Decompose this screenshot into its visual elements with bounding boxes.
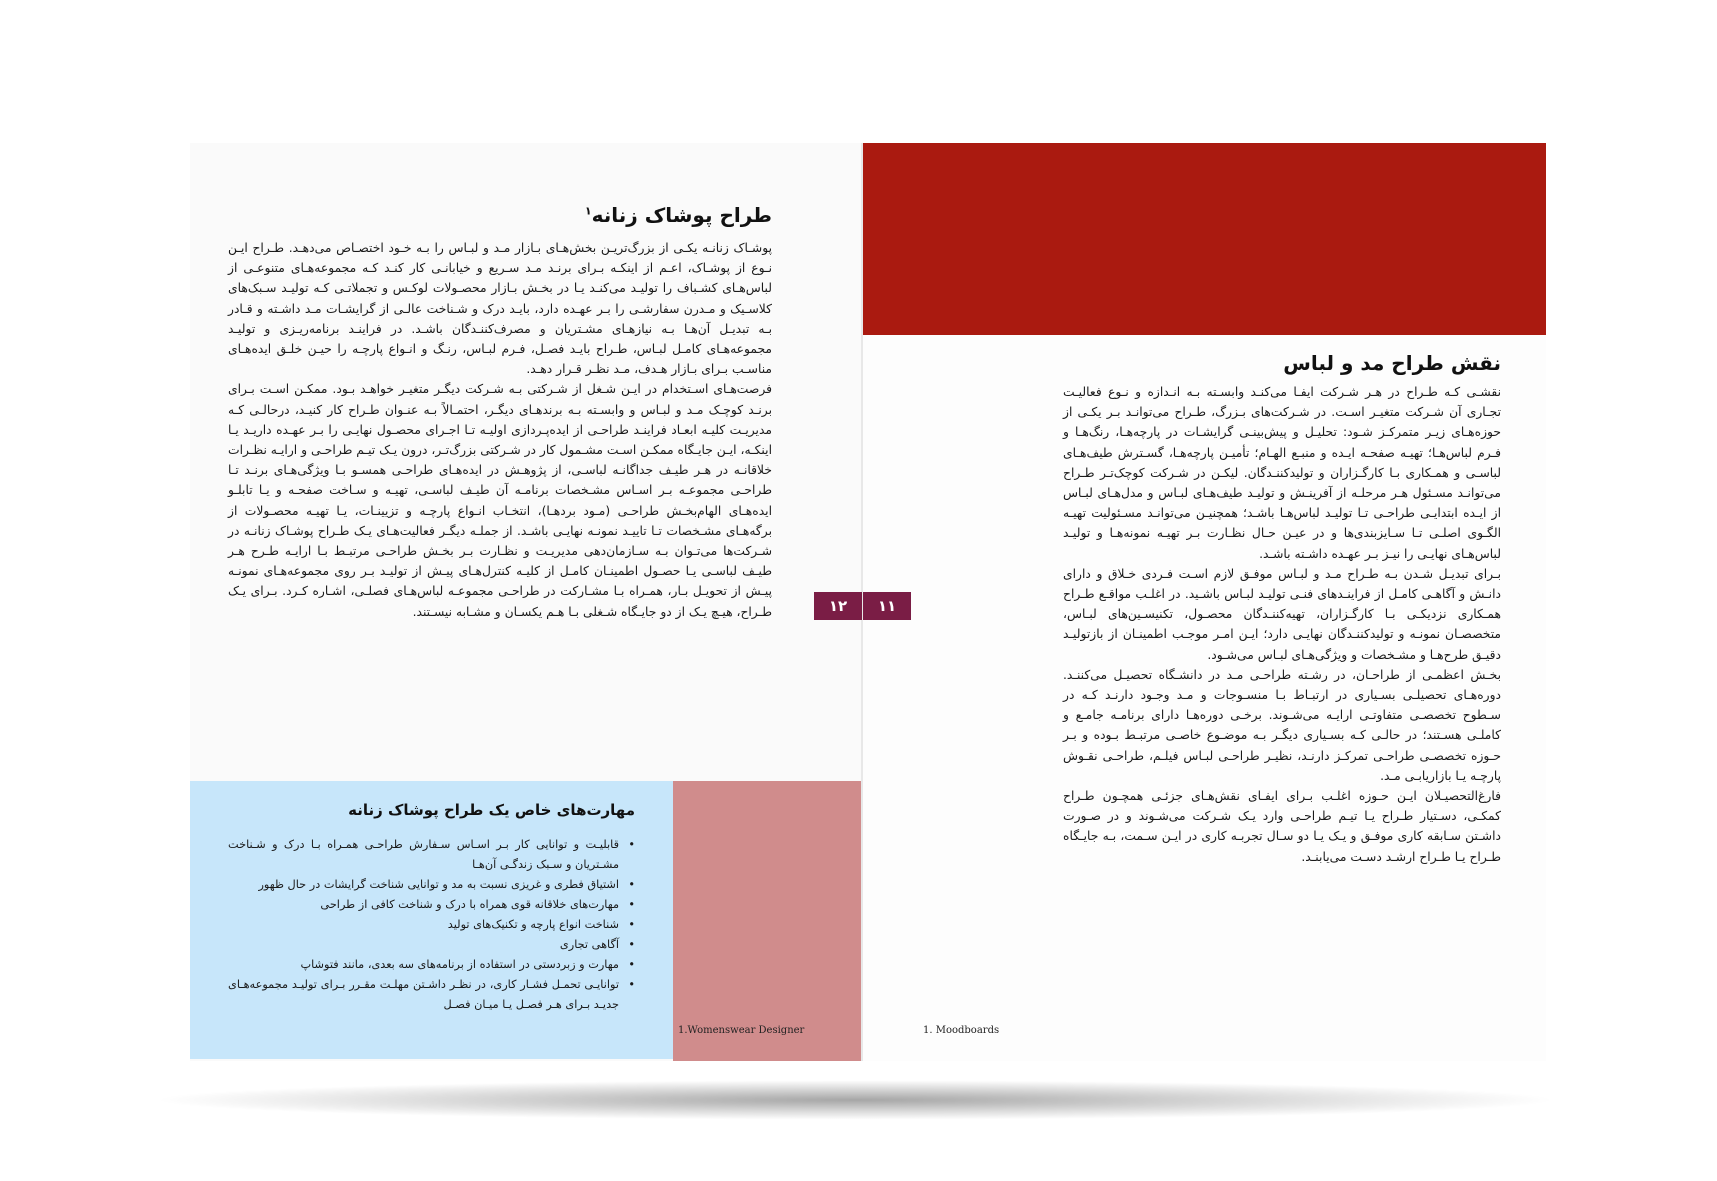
skills-title: مهارت‌های خاص یک طراح پوشاک زنانه: [348, 801, 635, 819]
list-item: • آگاهی تجاری: [228, 935, 635, 955]
list-item: • شناخت انواع پارچه و تکنیک‌های تولید: [228, 915, 635, 935]
left-page: [190, 143, 862, 1061]
skills-list: [228, 835, 635, 1015]
paragraph: فارغ‌التحصیـلان ایـن حـوزه اغلـب بـرای ایفـای نقش‌هـای جزئـی همچـون طـراح کمکـی، دسـتیار طـراح یـا تیـم طراحـی وارد یـک شـرکت می‌شـوند و در صـورت داشـتن سـابقه کاری موفـق و یـک یـا دو سـال تجربـه کاری در ایـن سـمت، بـه جایـگاه طـراح یـا طـراح ارشـد دسـت می‌یابنـد.: [1063, 789, 1501, 864]
list-item: • مهارت‌های خلاقانه قوی همراه با درک و شناخت کافی از طراحی: [228, 895, 635, 915]
paragraph: پوشـاک زنانـه یکـی از بزرگ‌تریـن بخش‌هـای بـازار مـد و لبـاس را بـه خـود اختصـاص می‌دهـد. طـراح ایـن نـوع از پوشـاک، اعـم از اینکـه بـرای برنـد مـد سـریع و خیابانـی کار کنـد کـه مجموعه‌هـای متنوعـی از لباس‌هـای کشـباف را تولیـد می‌کنـد یـا در بخـش بـازار محصـولات لوکـس و تجملاتـی کـه تولیـد سـبک‌های کلاسـیک و مـدرن سفارشـی را بـر عهـده دارد، بایـد درک و شـناخت عالـی از گرایشـات مـد داشـته و قـادر بـه تبدیـل آن‌هـا بـه نیازهـای مشـتریان و مصرف‌کننـدگان باشـد. در فراینـد برنامه‌ریـزی و تولیـد مجموعه‌هـای کامـل لبـاس، طـراح بایـد فصـل، فـرم لبـاس، رنـگ و انـواع پارچـه را حیـن خلـق ایده‌هـای مناسـب بـرای بـازار هـدف، مـد نظـر قـرار دهـد.: [228, 241, 772, 377]
right-page-title: نقش طراح مد و لباس: [1283, 351, 1501, 375]
paragraph: بـرای تبدیـل شـدن بـه طـراح مـد و لبـاس موفـق لازم اسـت فـردی خـلاق و دارای دانـش و آگاهـی کامـل از فراینـد‌های فنـی تولیـد لبـاس باشـید. در اغلـب مواقـع طـراح همـکاری نزدیکـی بـا کارگـزاران، تهیه‌کننـدگان محصـول، تکنیسـین‌های لبـاس، متخصصـان نمونـه و تولیدکننـدگان نهایـی دارد؛ ایـن امـر موجـب اطمینـان از بازتولیـد دقیـق طرح‌هـا و مشـخصات و ویژگی‌هـای لبـاس می‌شـود.: [1063, 566, 1501, 662]
book-spread: [190, 143, 1546, 1061]
list-item: • اشتیاق فطری و غریزی نسبت به مد و توانایی شناخت گرایشات در حال ظهور: [228, 875, 635, 895]
left-page-title: طراح پوشاک زنانه$^۱$: [584, 203, 772, 227]
list-item: • قابلیـت و توانایی کار بـر اسـاس سـفارش طراحـی همـراه بـا درک و شـناخت مشـتریان و سـبک زندگـی آن‌هـا: [228, 835, 635, 875]
left-page-body: [228, 238, 772, 622]
decorative-pink-block: [673, 781, 862, 1061]
skills-box: [190, 781, 673, 1059]
decorative-red-block: [863, 143, 1546, 335]
paragraph: نقشـی کـه طـراح در هـر شـرکت ایفـا می‌کنـد وابسـته بـه انـدازه و نـوع فعالیـت تجـاری آن شـرکت متغیـر اسـت. در شـرکت‌های بـزرگ، طـراح می‌توانـد بـر یکـی از حوزه‌هـای زیـر متمرکـز شـود: تحلیـل و پیش‌بینـی گرایشـات در پارچه‌هـا، رنگ‌هـا و فـرم لباس‌هـا؛ تهیـه صفحـه ایـده و منبـع الهـام؛ تأمیـن پارچه‌هـا، گسـترش طیف‌هـای لباسـی و همـکاری بـا کارگـزاران و تولیدکننـدگان. لیکـن در شـرکت کوچک‌تـر طـراح می‌توانـد مسـئول هـر مرحلـه از آفرینـش و تولیـد طیف‌هـای لبـاس و مدل‌هـای لبـاس از ایـده ابتدایـی طراحـی تـا تولیـد لباس‌هـا باشـد؛ همچنیـن می‌توانـد مسـئولیت تهیـه الگـوی اصلـی تـا سـایزبندی‌ها و در عیـن حـال نظـارت بـر تهیـه نمونه‌هـا و تولیـد لباس‌هـای نهایـی را نیـز بـر عهـده داشـته باشـد.: [1063, 385, 1501, 561]
page-number-left: ۱۲: [814, 592, 862, 620]
paragraph: بخـش اعظمـی از طراحـان، در رشـته طراحـی مـد در دانشـگاه تحصیـل می‌کننـد. دوره‌هـای تحصیلـی بسـیاری در ارتبـاط بـا منسـوجات و مـد وجـود دارنـد کـه در سـطوح تخصصـی متفاوتـی ارایـه می‌شـوند. برخـی دوره‌هـا دارای برنامـه جامـع و کاملـی هسـتند؛ در حالـی کـه بسـیاری دیگـر بـه موضـوع خاصـی مرتبـط بـوده و بـر حـوزه تخصصـی طراحـی تمرکـز دارنـد، نظیـر طراحـی لبـاس فیلـم، طراحـی نقـوش پارچـه یـا بازاریابـی مـد.: [1063, 667, 1501, 783]
list-item: • توانایـی تحمـل فشـار کاری، در نظـر داشـتن مهلـت مقـرر بـرای تولیـد مجموعه‌هـای جدیـد بـرای هـر فصـل یـا میـان فصـل: [228, 975, 635, 1015]
list-item: • مهارت و زبردستی در استفاده از برنامه‌های سه بعدی، مانند فتوشاپ: [228, 955, 635, 975]
page-number-right: ۱۱: [863, 592, 911, 620]
footnote-marker: ۱: [584, 204, 592, 218]
right-footnote: 1. Moodboards: [923, 1025, 1000, 1036]
paragraph: فرصت‌هـای اسـتخدام در ایـن شـغل از شـرکتی بـه شـرکت دیگـر متغیـر خواهـد بـود. ممکـن اسـت بـرای برنـد کوچـک مـد و لبـاس و وابسـته بـه برندهـای دیگـر، احتمـالاً بـه عنـوان طـراح کار کنیـد، درحالـی کـه مدیریـت کلیـه ابعـاد فراینـد طراحـی از ایده‌پـردازی اولیـه تـا اجـرای محصـول نهایـی را بـر عهـده داریـد یـا اینکـه، ایـن جایـگاه ممکـن اسـت مشـمول کار در شـرکتی بزرگ‌تـر، درون یـک تیـم طراحـی و ارایـه نظـرات خلاقانـه در هـر طیـف جداگانـه لباسـی، از پژوهـش در ایده‌هـای طراحـی همسـو بـا ویژگی‌هـای برنـد تـا طراحـی مجموعـه بـر اسـاس مشـخصات برنامـه آن طیـف لباسـی، تهیـه و سـاخت صفحـه و یـا تابلـو ایده‌هـای الهام‌بخـش طراحـی (مـود بردهـا)، انتخـاب انـواع پارچـه و تزیینـات، یـا تهیـه محصـولات از برگه‌هـای مشـخصات تـا تاییـد نمونـه نهایـی باشـد. از جملـه دیگـر فعالیت‌هـای یـک طـراح پوشـاک زنانـه در شـرکت‌ها می‌تـوان بـه سـازمان‌دهی مدیریـت و نظـارت بـر بخـش طراحـی مرتبـط بـا ارایـه طـرح هـر طیـف لباسـی یـا حصـول اطمینـان کامـل از کلیـه کنترل‌هـای پیـش از تولیـد بـر روی مجموعه‌هـای نمونـه پیـش از تحویـل بـار، همـراه بـا مشـارکت در طراحـی مجموعـه لباس‌هـای فصلـی، اشـاره کـرد. بـرای یـک طـراح، هیـچ یـک از دو جایـگاه شـغلی بـا هـم یکسـان و مشـابه نیسـتند.: [228, 382, 772, 619]
left-footnote: 1.Womenswear Designer: [678, 1025, 805, 1036]
right-page: [863, 143, 1546, 1061]
book-shadow: [150, 1080, 1560, 1120]
right-page-body: [1063, 382, 1501, 867]
